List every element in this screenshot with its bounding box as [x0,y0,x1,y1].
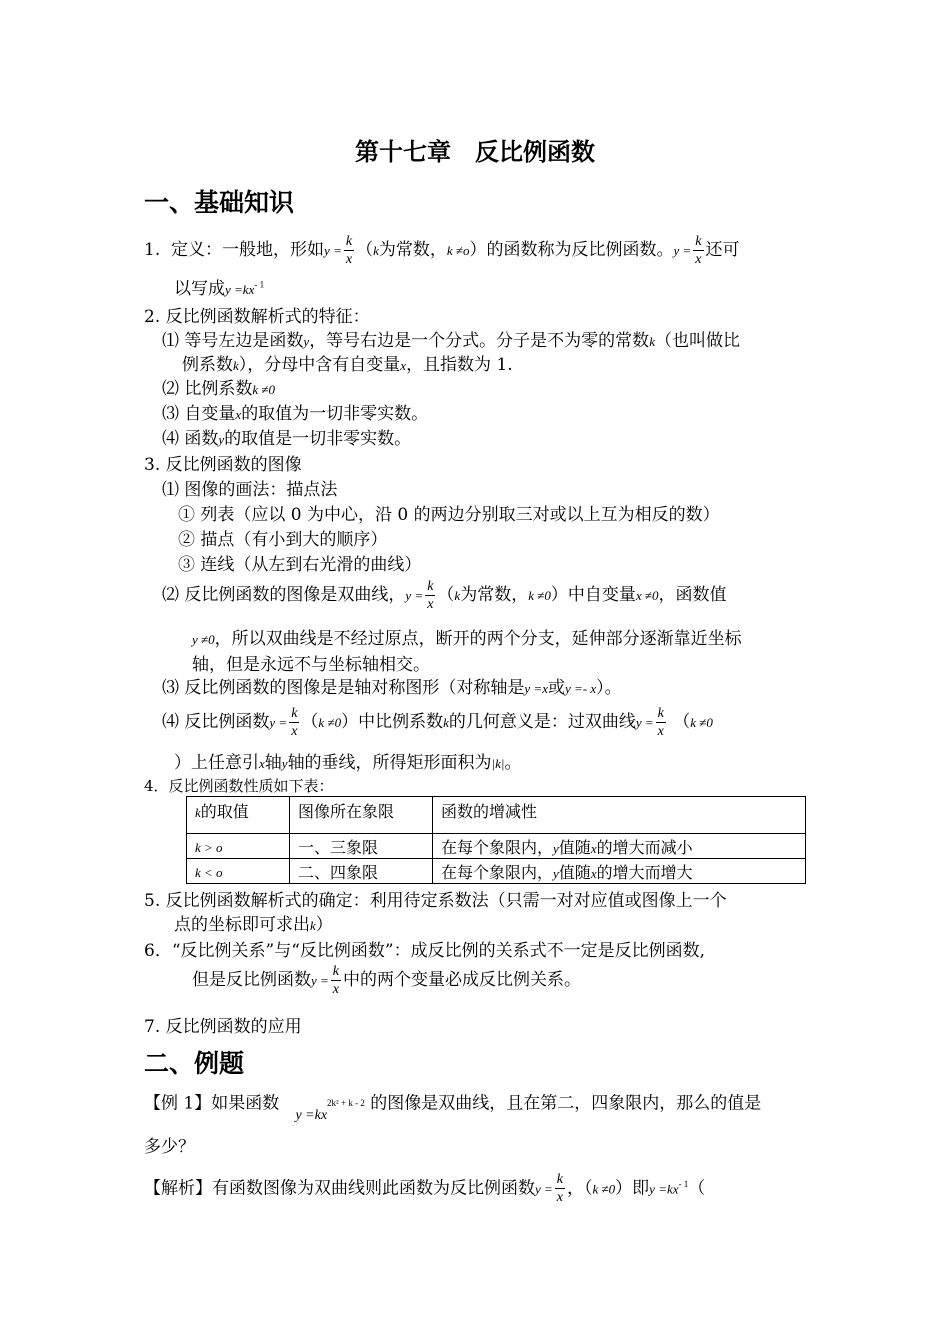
table-header-cell: k的取值 [187,797,290,834]
table-cell: k < o [187,859,290,884]
item-4-heading: 4．反比例函数性质如下表： [144,777,334,795]
item-3-2-line2: y ≠0，所以双曲线是不经过原点，断开的两个分支，延伸部分逐渐靠近坐标 [192,629,742,649]
item-2-1-line2: 例系数k），分母中含有自变量x，且指数为 1. [182,355,513,375]
table-row [187,834,806,859]
item-2-1-line1: ⑴ 等号左边是函数y，等号右边是一个分式。分子是不为零的常数k（也叫做比 [162,331,740,351]
item-2-heading: 2. 反比例函数解析式的特征： [144,307,370,327]
properties-table [186,796,806,884]
item-6-line2: 但是反比例函数y = $\frac{k}{x}$ 中的两个变量必成反比例关系。 [192,963,582,997]
table-header-cell: 函数的增减性 [433,797,806,834]
item-5-line2: 点的坐标即可求出k） [174,915,333,935]
section-heading-examples: 二、例题 [144,1049,245,1078]
item-3-1: ⑴ 图像的画法：描点法 [162,480,338,500]
table-cell: k > o [187,834,290,859]
item-5-line1: 5. 反比例函数解析式的确定：利用待定系数法（只需一对对应值或图像上一个 [144,891,727,911]
table-header-cell: 图像所在象限 [290,797,433,834]
item-3-1-step2: ② 描点（有小到大的顺序） [178,530,388,550]
example-1-line2: 多少？ [144,1137,195,1157]
item-3-1-step3: ③ 连线（从左到右光滑的曲线） [178,555,422,575]
table-row [187,859,806,884]
item-1-continued: 以写成$y =kx^{- 1}$ [174,279,265,299]
example-1-line1: 【例 1】如果函数 $_{y =kx}^{2k^2 + k - 2}$ 的图像是双曲线，且在第二，四象限内，那么的值是 [144,1093,762,1123]
item-3-1-step1: ① 列表（应以 0 为中心，沿 0 的两边分别取三对或以上互为相反的数） [178,505,720,525]
item-7: 7. 反比例函数的应用 [144,1017,302,1037]
item-2-3: ⑶ 自变量x的取值为一切非零实数。 [162,404,429,424]
item-6-line1: 6．“反比例关系”与“反比例函数”：成反比例的关系式不一定是反比例函数, [144,941,705,961]
solution-line1: 【解析】有函数图像为双曲线则此函数为反比例函数y = $\frac{k}{x}$ ，（k ≠0）即$y =kx^{- 1}$（ [144,1172,706,1206]
item-1-definition: 1. 定义：一般地，形如y = $\frac{k}{x}$ （k为常数，k ≠o）的函数称为反比例函数。y = $\frac{k}{x}$ 还可 [144,233,740,267]
item-3-heading: 3. 反比例函数的图像 [144,455,302,475]
table-cell: 二、四象限 [290,859,433,884]
item-3-4-line2: ）上任意引x轴y轴的垂线，所得矩形面积为|k|。 [174,753,522,773]
table-cell: 在每个象限内，y值随x的增大而增大 [433,859,806,884]
table-cell: 在每个象限内，y值随x的增大而减小 [433,834,806,859]
item-3-2-line3: 轴，但是永远不与坐标轴相交。 [192,655,430,675]
fraction-k-over-x: $\frac{k}{x}$ [345,233,353,267]
section-heading-basics: 一、基础知识 [144,188,295,217]
table-header-row [187,797,806,834]
item-3-4-line1: ⑷ 反比例函数y = $\frac{k}{x}$ （k ≠0）中比例系数k的几何意义是：过双曲线y = $\frac{k}{x}$ （k ≠0 [162,705,713,739]
table-cell: 一、三象限 [290,834,433,859]
chapter-title: 第十七章 反比例函数 [355,138,595,166]
fraction-k-over-x: $\frac{k}{x}$ [695,233,702,267]
item-3-2-line1: ⑵ 反比例函数的图像是双曲线，y = $\frac{k}{x}$ （k为常数，k ≠0）中自变量x ≠0，函数值 [162,578,727,612]
item-2-2: ⑵ 比例系数k ≠0 [162,379,276,399]
item-2-4: ⑷ 函数y的取值是一切非零实数。 [162,429,412,449]
item-3-3: ⑶ 反比例函数的图像是是轴对称图形（对称轴是y =x或y =- x）。 [162,678,622,698]
